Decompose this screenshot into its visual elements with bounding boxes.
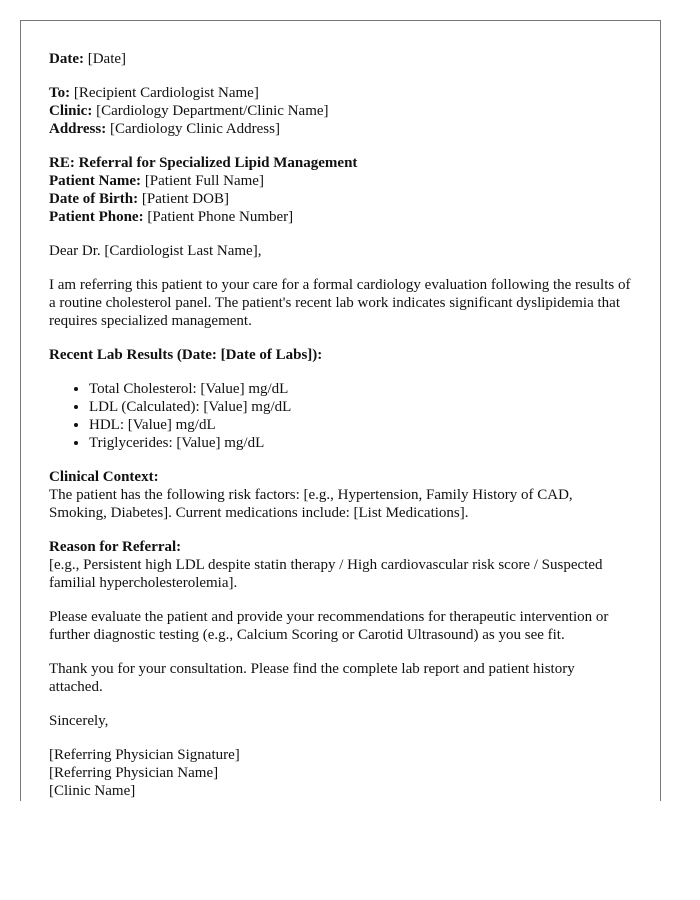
clinic-name-line: [Clinic Name]	[49, 783, 136, 799]
dob-line	[49, 190, 632, 208]
reason-heading: Reason for Referral:	[49, 539, 182, 555]
clinic-line	[49, 102, 632, 120]
signature-block	[49, 746, 632, 800]
referral-letter	[20, 20, 661, 801]
clinical-context-heading: Clinical Context:	[49, 469, 159, 485]
dob-label: Date of Birth:	[49, 191, 139, 207]
lab-results-heading: Recent Lab Results (Date: [Date of Labs]):	[49, 347, 323, 363]
phone-value: [Patient Phone Number]	[147, 209, 294, 225]
intro-paragraph: I am referring this patient to your care for a formal cardiology evaluation following the results of a routine cholesterol panel. The patient's recent lab work indicates significant dyslipidemia that requires specialized management.	[49, 277, 631, 329]
patient-name-label: Patient Name:	[49, 173, 142, 189]
clinical-context-text: The patient has the following risk factors: [e.g., Hypertension, Family History of CAD, Smoking, Diabetes]. Current medications include: [List Medications].	[49, 487, 573, 521]
lab-results-list	[49, 380, 632, 452]
address-line	[49, 120, 632, 138]
reason-section	[49, 538, 632, 592]
to-value: [Recipient Cardiologist Name]	[73, 85, 259, 101]
date-block	[49, 50, 632, 68]
date-value: [Date]	[87, 51, 127, 67]
list-item-ldl: • LDL (Calculated): [Value] mg/dL	[89, 398, 632, 416]
address-value: [Cardiology Clinic Address]	[109, 121, 280, 137]
phone-line	[49, 208, 632, 226]
reason-text: [e.g., Persistent high LDL despite statin therapy / High cardiovascular risk score / Suspected familial hypercholesterolemia].	[49, 557, 603, 591]
to-line	[49, 84, 632, 102]
signature-line: [Referring Physician Signature]	[49, 747, 240, 763]
date-label: Date:	[49, 51, 84, 67]
request-paragraph: Please evaluate the patient and provide your recommendations for therapeutic intervention or further diagnostic testing (e.g., Calcium Scoring or Carotid Ultrasound) as you see fit.	[49, 609, 609, 643]
dob-value: [Patient DOB]	[141, 191, 229, 207]
clinic-label: Clinic:	[49, 103, 93, 119]
salutation: Dear Dr. [Cardiologist Last Name],	[49, 243, 262, 259]
recipient-block	[49, 84, 632, 138]
physician-name-line: [Referring Physician Name]	[49, 765, 219, 781]
list-item-total-cholesterol: • Total Cholesterol: [Value] mg/dL	[89, 380, 632, 398]
patient-name-value: [Patient Full Name]	[144, 173, 264, 189]
clinical-context-section	[49, 468, 632, 522]
list-item-triglycerides: • Triglycerides: [Value] mg/dL	[89, 434, 632, 452]
lab-results-section	[49, 346, 632, 452]
address-label: Address:	[49, 121, 107, 137]
closing: Sincerely,	[49, 713, 109, 729]
re-line: RE: Referral for Specialized Lipid Management	[49, 155, 358, 171]
phone-label: Patient Phone:	[49, 209, 144, 225]
clinic-value: [Cardiology Department/Clinic Name]	[96, 103, 329, 119]
patient-name-line	[49, 172, 632, 190]
thanks-paragraph: Thank you for your consultation. Please find the complete lab report and patient history attached.	[49, 661, 575, 695]
to-label: To:	[49, 85, 71, 101]
list-item-hdl: • HDL: [Value] mg/dL	[89, 416, 632, 434]
date-line	[49, 50, 632, 68]
subject-block	[49, 154, 632, 226]
